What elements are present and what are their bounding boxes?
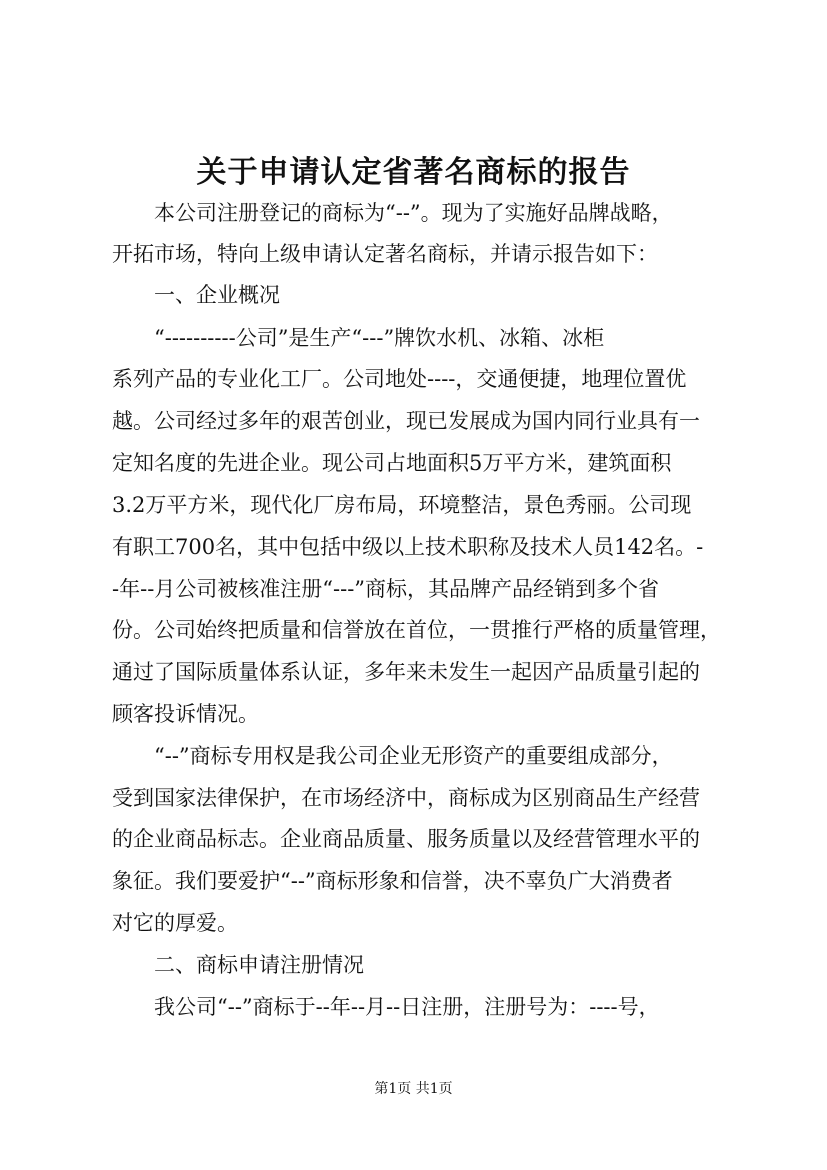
page-title: 关于申请认定省著名商标的报告 [196, 155, 631, 190]
paragraph-line: 象征。我们要爱护“--”商标形象和信誉，决不辜负广大消费者 [112, 869, 673, 893]
section-heading: 一、企业概况 [154, 283, 280, 307]
paragraph-line: 越。公司经过多年的艰苦创业，现已发展成为国内同行业具有一 [112, 409, 700, 433]
section-heading: 二、商标申请注册情况 [154, 953, 364, 977]
paragraph-line: 3.2万平方米，现代化厂房布局，环境整洁，景色秀丽。公司现 [112, 493, 692, 517]
paragraph-line: 本公司注册登记的商标为“--”。现为了实施好品牌战略， [154, 201, 673, 225]
page-footer: 第1页 共1页 [374, 1081, 453, 1097]
paragraph-line: 有职工700名，其中包括中级以上技术职称及技术人员142名。- [112, 535, 704, 559]
paragraph-line: “----------公司”是生产“---”牌饮水机、冰箱、冰柜 [154, 326, 605, 350]
paragraph-line: 开拓市场，特向上级申请认定著名商标，并请示报告如下： [112, 242, 658, 266]
paragraph-line: 受到国家法律保护，在市场经济中，商标成为区别商品生产经营 [112, 786, 700, 810]
paragraph-line: “--”商标专用权是我公司企业无形资产的重要组成部分， [154, 744, 673, 768]
paragraph-line: 的企业商品标志。企业商品质量、服务质量以及经营管理水平的 [112, 827, 700, 851]
paragraph-line: 定知名度的先进企业。现公司占地面积5万平方米，建筑面积 [112, 451, 672, 475]
paragraph-line: 系列产品的专业化工厂。公司地处----，交通便捷，地理位置优 [112, 367, 687, 391]
paragraph-line: 对它的厚爱。 [112, 911, 238, 935]
paragraph-line: -年--月公司被核准注册“---”商标，其品牌产品经销到多个省 [112, 577, 660, 601]
paragraph-line: 通过了国际质量体系认证，多年来未发生一起因产品质量引起的 [112, 660, 700, 684]
paragraph-line: 份。公司始终把质量和信誉放在首位，一贯推行严格的质量管理， [112, 618, 721, 642]
paragraph-line: 我公司“--”商标于--年--月--日注册，注册号为：----号， [154, 995, 660, 1019]
paragraph-line: 顾客投诉情况。 [112, 702, 259, 726]
